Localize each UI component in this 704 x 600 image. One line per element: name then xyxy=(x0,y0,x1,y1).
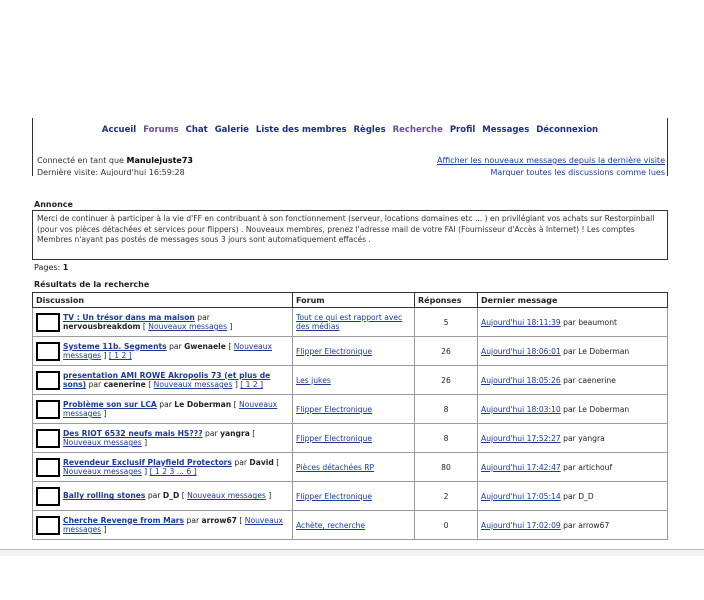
last-message-author: caenerine xyxy=(578,375,616,385)
last-message-link[interactable]: Aujourd'hui 18:03:10 xyxy=(481,404,561,414)
last-message-cell: Aujourd'hui 17:05:14 par D_D xyxy=(478,482,668,511)
last-message-cell: Aujourd'hui 17:52:27 par yangra xyxy=(478,424,668,453)
last-message-author: artichouf xyxy=(578,462,613,472)
announcement-box: Merci de continuer à participer à la vie d'FF en contribuant à son fonctionnement (serveur, locations domaines etc ... ) en privilégiant vos achats sur Restorpinball (pour vos pièces détachées et services pour flippers) . Nouveaux membres, prenez l'adresse mail de votre FAI (Fournisseur d'Accès à Internet) ! Les comptes Membres n'ayant pas postés de messages sous 3 jours sont automatiquement effacés . xyxy=(32,210,668,260)
col-replies: Réponses xyxy=(415,293,478,308)
nav-messages[interactable]: Messages xyxy=(482,125,530,135)
last-message-link[interactable]: Aujourd'hui 18:06:01 xyxy=(481,346,561,356)
nav-regles[interactable]: Règles xyxy=(353,125,386,135)
topic-icon xyxy=(36,342,60,361)
col-forum: Forum xyxy=(293,293,415,308)
topic-author: Gwenaele xyxy=(184,341,226,351)
forum-cell xyxy=(293,337,415,366)
results-table xyxy=(32,292,668,540)
topic-title-link[interactable]: Cherche Revenge from Mars xyxy=(63,515,185,525)
last-message-cell: Aujourd'hui 18:05:26 par caenerine xyxy=(478,366,668,395)
last-message-link[interactable]: Aujourd'hui 18:11:39 xyxy=(481,317,561,327)
nav-links xyxy=(33,125,667,135)
discussion-cell: Bally rolling stones par D_D [ Nouveaux messages ] xyxy=(33,482,293,511)
forum-cell xyxy=(293,482,415,511)
new-messages-link[interactable]: Nouveaux messages xyxy=(63,399,278,418)
topic-title-link[interactable]: Bally rolling stones xyxy=(63,491,146,501)
forum-navbar xyxy=(32,118,668,176)
topic-title-link[interactable]: Systeme 11b. Segments xyxy=(63,341,167,351)
replies-count: 0 xyxy=(415,511,478,540)
discussion-cell: presentation AMI ROWE Akropolis 73 (et plus de sons) par caenerine [ Nouveaux messages ] [ 1 2 ] xyxy=(33,366,293,395)
last-message-author: yangra xyxy=(578,433,605,443)
last-message-author: Le Doberman xyxy=(578,346,630,356)
discussion-cell: Revendeur Exclusif Playfield Protectors par David [ Nouveaux messages ] [ 1 2 3 ... 6 ] xyxy=(33,453,293,482)
topic-pages-link[interactable]: [ 1 2 ] xyxy=(240,380,264,389)
table-row xyxy=(33,453,668,482)
topic-author: arrow67 xyxy=(201,515,237,525)
new-messages-link[interactable]: Nouveaux messages xyxy=(63,467,142,476)
forum-link[interactable]: Flipper Electronique xyxy=(296,404,372,414)
last-message-cell: Aujourd'hui 18:11:39 par beaumont xyxy=(478,308,668,337)
discussion-cell: Problème son sur LCA par Le Doberman [ Nouveaux messages ] xyxy=(33,395,293,424)
new-messages-link[interactable]: Nouveaux messages xyxy=(148,322,228,331)
new-messages-link[interactable]: Nouveaux messages xyxy=(63,341,273,360)
nav-deconnexion[interactable]: Déconnexion xyxy=(536,125,599,135)
topic-pages-link[interactable]: [ 1 2 3 ... 6 ] xyxy=(149,467,197,476)
topic-author: caenerine xyxy=(103,380,146,389)
discussion-cell: TV : Un trésor dans ma maison par nervousbreakdom [ Nouveaux messages ] xyxy=(33,308,293,337)
replies-count: 26 xyxy=(415,366,478,395)
topic-title-link[interactable]: Revendeur Exclusif Playfield Protectors xyxy=(63,457,232,467)
replies-count: 8 xyxy=(415,395,478,424)
nav-galerie[interactable]: Galerie xyxy=(214,125,249,135)
last-message-link[interactable]: Aujourd'hui 17:42:47 xyxy=(481,462,561,472)
forum-link[interactable]: Les jukes xyxy=(296,375,331,385)
last-message-author: arrow67 xyxy=(578,520,610,530)
last-message-link[interactable]: Aujourd'hui 18:05:26 xyxy=(481,375,561,385)
table-row xyxy=(33,366,668,395)
table-row xyxy=(33,337,668,366)
table-row xyxy=(33,424,668,453)
forum-cell xyxy=(293,366,415,395)
connected-as: Connecté en tant que Manulejuste73 xyxy=(37,156,193,165)
announcement-title: Annonce xyxy=(34,200,73,209)
last-message-link[interactable]: Aujourd'hui 17:52:27 xyxy=(481,433,561,443)
forum-link[interactable]: Flipper Electronique xyxy=(296,433,372,443)
nav-liste-membres[interactable]: Liste des membres xyxy=(255,125,347,135)
last-message-link[interactable]: Aujourd'hui 17:05:14 xyxy=(481,491,561,501)
discussion-cell: Systeme 11b. Segments par Gwenaele [ Nouveaux messages ] [ 1 2 ] xyxy=(33,337,293,366)
nav-chat[interactable]: Chat xyxy=(185,125,208,135)
show-new-messages-link[interactable]: Afficher les nouveaux messages depuis la dernière visite xyxy=(437,156,665,165)
pagination: Pages: 1 xyxy=(34,263,69,272)
discussion-cell: Des RIOT 6532 neufs mais HS??? par yangra [ Nouveaux messages ] xyxy=(33,424,293,453)
table-row xyxy=(33,395,668,424)
topic-author: nervousbreakdom xyxy=(63,322,141,331)
table-row xyxy=(33,511,668,540)
topic-icon xyxy=(36,313,60,332)
topic-pages-link[interactable]: [ 1 2 ] xyxy=(108,351,132,360)
topic-icon xyxy=(36,487,60,506)
topic-icon xyxy=(36,429,60,448)
new-messages-link[interactable]: Nouveaux messages xyxy=(63,515,284,534)
topic-title-link[interactable]: Des RIOT 6532 neufs mais HS??? xyxy=(63,428,203,438)
results-body xyxy=(33,308,668,540)
topic-icon xyxy=(36,371,60,390)
forum-link[interactable]: Pièces détachées RP xyxy=(296,462,375,472)
topic-title-link[interactable]: Problème son sur LCA xyxy=(63,399,157,409)
forum-link[interactable]: Tout ce qui est rapport avec des médias xyxy=(296,313,403,331)
browser-status-bar xyxy=(0,549,704,556)
last-message-cell: Aujourd'hui 18:06:01 par Le Doberman xyxy=(478,337,668,366)
topic-author: David xyxy=(249,457,274,467)
forum-link[interactable]: Achète, recherche xyxy=(296,520,366,530)
topic-title-link[interactable]: presentation AMI ROWE Akropolis 73 (et plus de sons) xyxy=(63,370,271,389)
topic-author: D_D xyxy=(162,491,180,501)
discussion-cell: Cherche Revenge from Mars par arrow67 [ Nouveaux messages ] xyxy=(33,511,293,540)
forum-link[interactable]: Flipper Electronique xyxy=(296,346,372,356)
mark-all-read-link[interactable]: Marquer toutes les discussions comme lues xyxy=(490,168,665,176)
new-messages-link[interactable]: Nouveaux messages xyxy=(153,380,233,389)
replies-count: 2 xyxy=(415,482,478,511)
last-message-cell: Aujourd'hui 17:02:09 par arrow67 xyxy=(478,511,668,540)
forum-cell xyxy=(293,424,415,453)
last-message-author: D_D xyxy=(578,491,594,501)
topic-icon xyxy=(36,516,60,535)
table-row xyxy=(33,482,668,511)
replies-count: 5 xyxy=(415,308,478,337)
forum-cell xyxy=(293,453,415,482)
nav-accueil[interactable]: Accueil xyxy=(101,125,137,135)
new-messages-link[interactable]: Nouveaux messages xyxy=(63,438,142,447)
col-last-message: Dernier message xyxy=(478,293,668,308)
last-message-author: beaumont xyxy=(578,317,617,327)
last-message-cell: Aujourd'hui 18:03:10 par Le Doberman xyxy=(478,395,668,424)
col-discussion: Discussion xyxy=(33,293,293,308)
results-title: Résultats de la recherche xyxy=(34,280,150,289)
forum-cell xyxy=(293,308,415,337)
username: Manulejuste73 xyxy=(126,156,193,165)
forum-cell xyxy=(293,395,415,424)
forum-link[interactable]: Flipper Electronique xyxy=(296,491,372,501)
replies-count: 8 xyxy=(415,424,478,453)
topic-author: yangra xyxy=(220,428,250,438)
last-message-cell: Aujourd'hui 17:42:47 par artichouf xyxy=(478,453,668,482)
replies-count: 80 xyxy=(415,453,478,482)
topic-author: Le Doberman xyxy=(174,399,232,409)
last-message-author: Le Doberman xyxy=(578,404,630,414)
replies-count: 26 xyxy=(415,337,478,366)
new-messages-link[interactable]: Nouveaux messages xyxy=(187,491,266,501)
table-row xyxy=(33,308,668,337)
topic-title-link[interactable]: TV : Un trésor dans ma maison xyxy=(63,312,195,322)
results-header-row xyxy=(33,293,668,308)
topic-icon xyxy=(36,458,60,477)
topic-icon xyxy=(36,400,60,419)
nav-profil[interactable]: Profil xyxy=(449,125,476,135)
current-page: 1 xyxy=(62,263,69,272)
nav-recherche[interactable]: Recherche xyxy=(392,125,443,135)
last-visit: Dernière visite: Aujourd'hui 16:59:28 xyxy=(37,168,185,176)
last-message-link[interactable]: Aujourd'hui 17:02:09 xyxy=(481,520,561,530)
nav-forums[interactable]: Forums xyxy=(143,125,179,135)
forum-cell xyxy=(293,511,415,540)
